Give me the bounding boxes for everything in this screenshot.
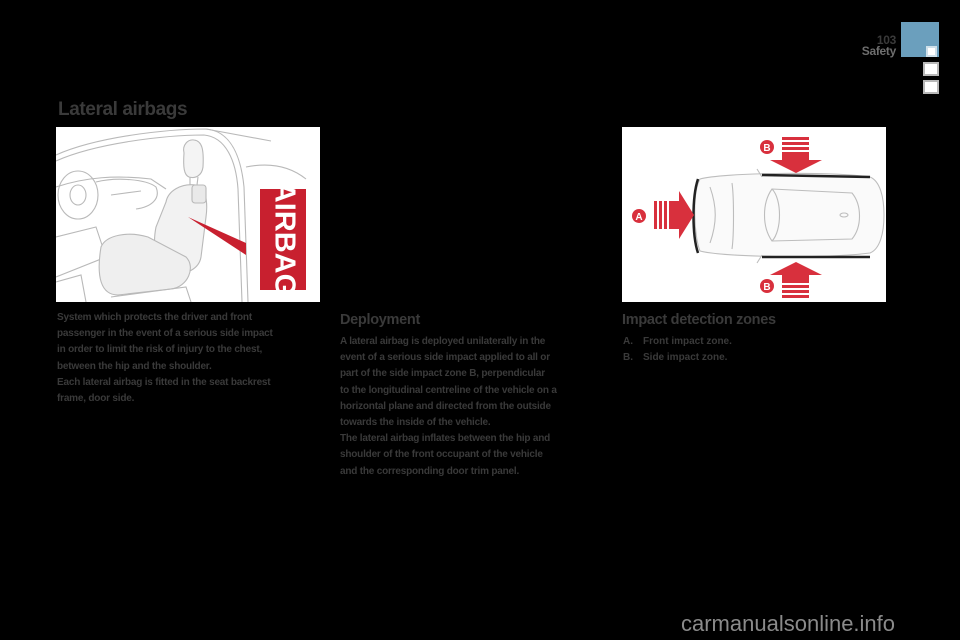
text-line: The lateral airbag inflates between the hip and — [340, 433, 551, 445]
list-item — [623, 350, 843, 366]
text-line: passenger in the event of a serious side impact — [57, 328, 273, 340]
list-item-text: Front impact zone. — [643, 336, 732, 347]
text-line: part of the side impact zone B, perpendicular — [340, 368, 545, 380]
intro-paragraph — [57, 310, 337, 407]
text-line: event of a serious side impact applied to all or — [340, 352, 550, 364]
impact-zones-drawing — [622, 127, 886, 302]
list-item-key: A. — [623, 336, 633, 347]
text-line: and the corresponding door trim panel. — [340, 465, 520, 477]
marker-b-top-label: B — [763, 143, 771, 154]
text-line: System which protects the driver and front — [57, 312, 252, 323]
page-number: 103 — [876, 33, 896, 47]
impact-zones-illustration — [622, 127, 886, 302]
seat-airbag-illustration — [56, 127, 320, 302]
text-line: Each lateral airbag is fitted in the seat backrest — [57, 376, 271, 388]
impact-zones-list — [623, 334, 843, 366]
page-title: Lateral airbags — [58, 99, 188, 120]
marker-a-label: A — [635, 212, 643, 223]
list-item — [623, 334, 843, 350]
section-tab-marker — [926, 46, 937, 57]
text-line: between the hip and the shoulder. — [57, 360, 212, 372]
text-line: to the longitudinal centreline of the vehicle on a — [340, 384, 557, 396]
text-line: horizontal plane and directed from the outside — [340, 400, 551, 412]
text-line: in order to limit the risk of injury to the chest, — [57, 344, 263, 356]
section-tab-inactive — [923, 62, 939, 76]
text-line: frame, door side. — [57, 393, 135, 405]
section-tab-inactive — [923, 80, 939, 94]
watermark: carmanualsonline.info — [681, 611, 896, 636]
list-item-text: Side impact zone. — [643, 352, 728, 363]
text-line: A lateral airbag is deployed unilaterally in the — [340, 336, 546, 347]
text-line: shoulder of the front occupant of the vehicle — [340, 449, 543, 461]
impact-zones-heading: Impact detection zones — [622, 312, 776, 328]
airbag-label: AIRBAG — [268, 181, 301, 297]
deployment-heading: Deployment — [340, 312, 420, 328]
section-label: Safety — [861, 44, 896, 58]
marker-b-bottom-label: B — [763, 282, 771, 293]
seat-airbag-drawing — [56, 127, 320, 302]
text-line: towards the inside of the vehicle. — [340, 417, 491, 429]
deployment-paragraph — [340, 334, 615, 480]
list-item-key: B. — [623, 352, 633, 363]
